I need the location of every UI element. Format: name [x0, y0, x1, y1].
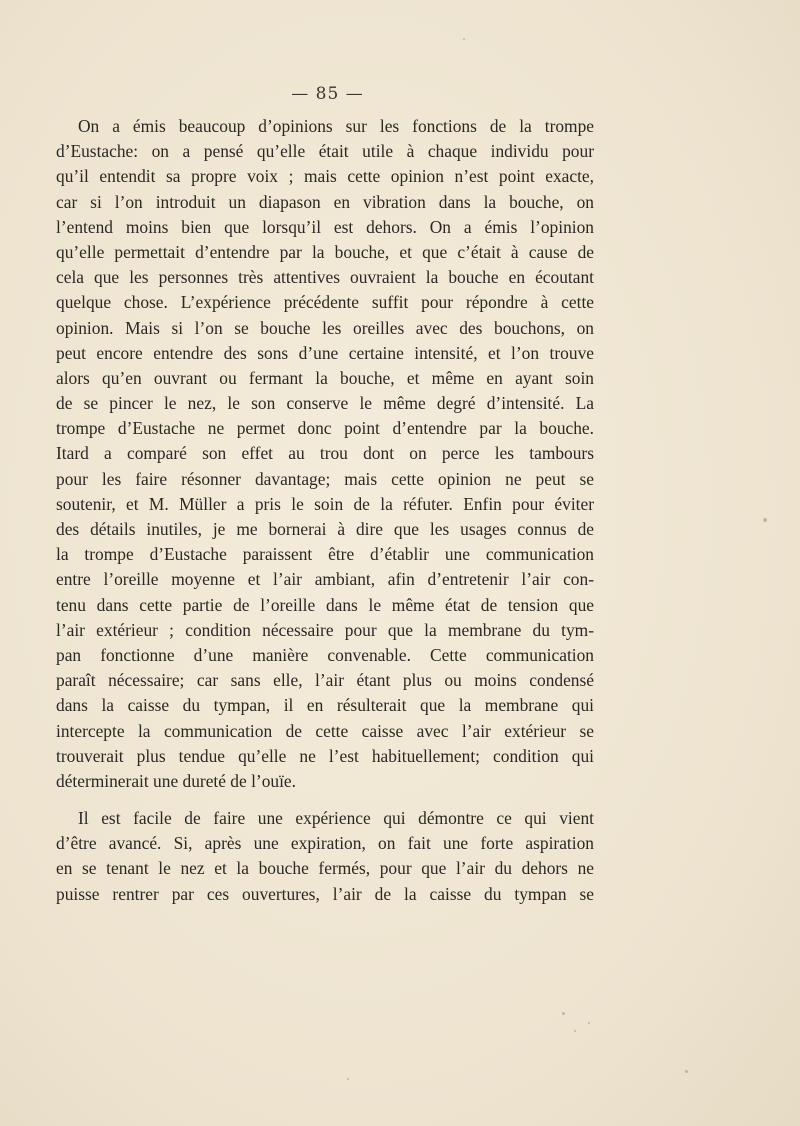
paper-speck	[347, 1078, 349, 1080]
paper-speck	[588, 1022, 590, 1024]
text-line: pour les faire résonner davantage; mais cette opinion ne peut se	[56, 468, 594, 489]
text-line: de se pincer le nez, le son conserve le même degré d’intensité. La	[56, 393, 594, 414]
text-line: On a émis beaucoup d’opinions sur les fonctions de la trompe	[78, 116, 594, 136]
text-line: opinion. Mais si l’on se bouche les oreilles avec des bouchons, on	[56, 317, 594, 338]
text-line: d’être avancé. Si, après une expiration, on fait une forte aspiration	[56, 833, 594, 854]
text-line: soutenir, et M. Müller a pris le soin de la réfuter. Enfin pour éviter	[56, 493, 594, 514]
text-line: puisse rentrer par ces ouvertures, l’air de la caisse du tympan se	[56, 883, 594, 904]
body-text	[56, 114, 594, 907]
text-line: entre l’oreille moyenne et l’air ambiant, afin d’entretenir l’air con-	[56, 569, 594, 590]
paper-speck	[685, 1070, 688, 1073]
text-line: l’entend moins bien que lorsqu’il est dehors. On a émis l’opinion	[56, 216, 594, 237]
text-line: Il est facile de faire une expérience qui démontre ce qui vient	[78, 808, 594, 829]
text-line: cela que les personnes très attentives ouvraient la bouche en écoutant	[56, 267, 594, 288]
paper-speck	[763, 518, 767, 522]
text-line: trouverait plus tendue qu’elle ne l’est habituellement; condition qui	[56, 745, 594, 766]
text-line: Itard a comparé son effet au trou dont on perce les tambours	[56, 443, 594, 464]
paper-speck	[574, 1030, 576, 1032]
text-line: pan fonctionne d’une manière convenable. Cette communication	[56, 644, 594, 665]
text-line: des détails inutiles, je me bornerai à dire que les usages connus de	[56, 519, 594, 539]
text-line: alors qu’en ouvrant ou fermant la bouche, et même en ayant soin	[56, 367, 594, 388]
text-line: car si l’on introduit un diapason en vibration dans la bouche, on	[56, 191, 594, 212]
text-line: intercepte la communication de cette caisse avec l’air extérieur se	[56, 720, 594, 741]
text-line: dans la caisse du tympan, il en résulterait que la membrane qui	[56, 695, 594, 716]
paragraph-spacer	[56, 794, 594, 806]
text-line: qu’il entendit sa propre voix ; mais cette opinion n’est point exacte,	[56, 166, 594, 187]
text-line: quelque chose. L’expérience précédente suffit pour répondre à cette	[56, 292, 594, 313]
text-line: l’air extérieur ; condition nécessaire pour que la membrane du tym-	[56, 619, 594, 640]
text-line: trompe d’Eustache ne permet donc point d’entendre par la bouche.	[56, 418, 594, 439]
paper-speck	[562, 1012, 565, 1015]
paragraph-2	[56, 806, 594, 907]
text-line: en se tenant le nez et la bouche fermés, pour que l’air du dehors ne	[56, 858, 594, 879]
paragraph-1	[56, 114, 594, 794]
text-line: peut encore entendre des sons d’une certaine intensité, et l’on trouve	[56, 342, 594, 363]
page-number: — 85 —	[291, 84, 364, 104]
text-line: déterminerait une dureté de l’ouïe.	[56, 770, 296, 791]
text-line: qu’elle permettait d’entendre par la bouche, et que c’était à cause de	[56, 241, 594, 262]
text-line: paraît nécessaire; car sans elle, l’air étant plus ou moins condensé	[56, 670, 594, 691]
text-line: tenu dans cette partie de l’oreille dans le même état de tension que	[56, 594, 594, 615]
paper-speck	[463, 38, 465, 40]
text-line: la trompe d’Eustache paraissent être d’établir une communication	[56, 544, 594, 565]
text-line: d’Eustache: on a pensé qu’elle était utile à chaque individu pour	[56, 141, 594, 162]
